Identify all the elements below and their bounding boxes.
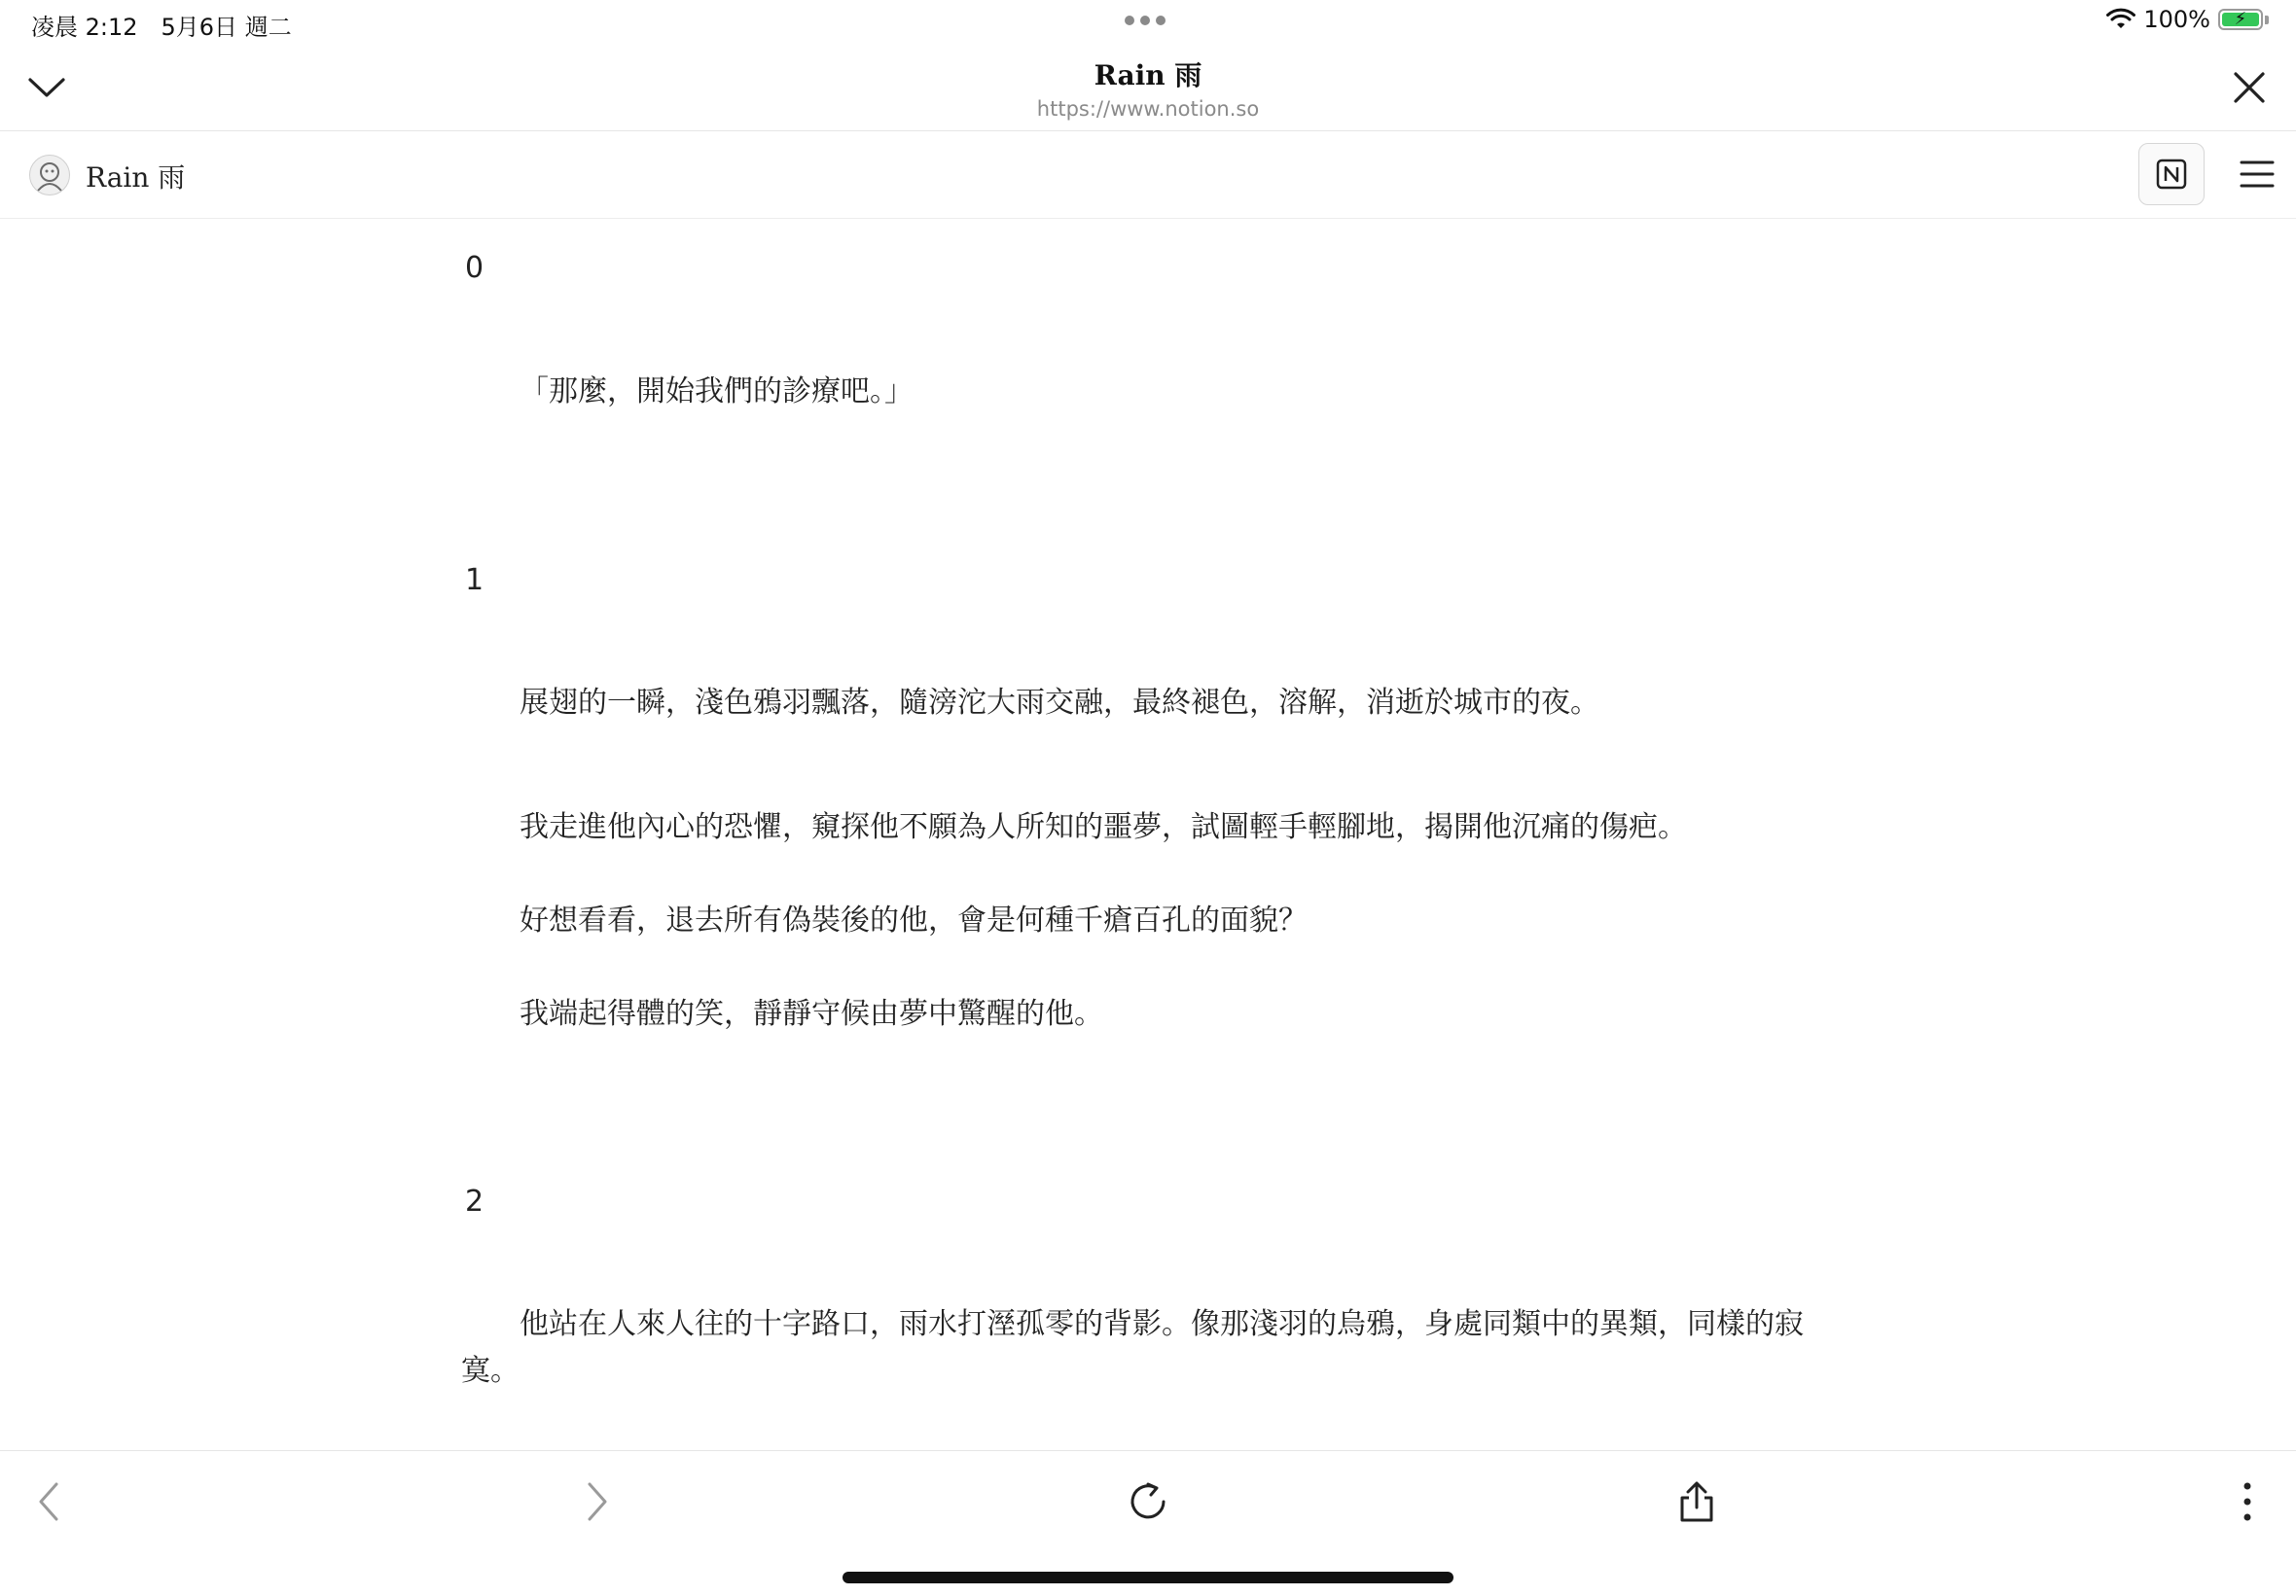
open-in-notion-button[interactable]: [2138, 143, 2205, 205]
section-number: 1: [465, 563, 484, 597]
more-vertical-icon: [2242, 1481, 2252, 1522]
reload-icon: [1127, 1480, 1169, 1523]
forward-arrow-icon: [586, 1481, 609, 1522]
paragraph: 我端起得體的笑，靜靜守候由夢中驚醒的他。: [520, 997, 1103, 1031]
battery-percent: 100%: [2143, 6, 2210, 33]
page-title-block: [0, 54, 2296, 121]
workspace-icon: [30, 156, 69, 195]
paragraph: 好想看看，退去所有偽裝後的他，會是何種千瘡百孔的面貌？: [520, 904, 1308, 938]
back-button[interactable]: [18, 1471, 80, 1533]
paragraph: 他站在人來人往的十字路口，雨水打溼孤零的背影。像那淺羽的烏鴉，身處同類中的異類，同樣的寂寞。: [461, 1307, 1804, 1388]
reload-button[interactable]: [1117, 1471, 1179, 1533]
notion-top-bar: [0, 131, 2296, 219]
forward-button[interactable]: [566, 1471, 628, 1533]
multitasking-dots-icon[interactable]: [1125, 16, 1166, 25]
page-content: [0, 219, 2296, 1450]
paragraph: 「那麼，開始我們的診療吧。」: [520, 374, 914, 408]
workspace-name[interactable]: Rain 雨: [86, 161, 186, 194]
battery-icon: [2218, 9, 2263, 30]
page-url: https://www.notion.so: [1036, 97, 1260, 121]
home-indicator[interactable]: [843, 1572, 1453, 1583]
avatar[interactable]: [29, 155, 70, 195]
share-button[interactable]: [1666, 1471, 1728, 1533]
paragraph: 我走進他內心的恐懼，窺探他不願為人所知的噩夢，試圖輕手輕腳地，揭開他沉痛的傷疤。: [520, 810, 1687, 844]
battery-cap: [2265, 16, 2269, 24]
status-right: [2106, 6, 2269, 33]
section-number: 0: [465, 251, 484, 285]
charging-bolt-icon: ⚡: [2234, 9, 2247, 29]
back-arrow-icon: [37, 1481, 60, 1522]
hamburger-menu-icon: [2240, 160, 2275, 189]
section-number: 2: [465, 1185, 484, 1219]
close-button[interactable]: [2222, 60, 2277, 115]
close-icon: [2233, 71, 2266, 104]
status-time: 凌晨 2:12 5月6日 週二: [31, 14, 292, 41]
more-button[interactable]: [2216, 1471, 2278, 1533]
status-bar: [0, 0, 2296, 45]
menu-button[interactable]: [2228, 145, 2286, 203]
bottom-toolbar: [0, 1450, 2296, 1596]
notion-logo-icon: [2155, 158, 2188, 191]
page-title: Rain 雨: [1094, 59, 1202, 91]
paragraph: 展翅的一瞬，淺色鴉羽飄落，隨滂沱大雨交融，最終褪色，溶解，消逝於城市的夜。: [520, 686, 1599, 720]
share-icon: [1677, 1480, 1716, 1523]
browser-header: [0, 45, 2296, 131]
wifi-icon: [2106, 8, 2135, 31]
